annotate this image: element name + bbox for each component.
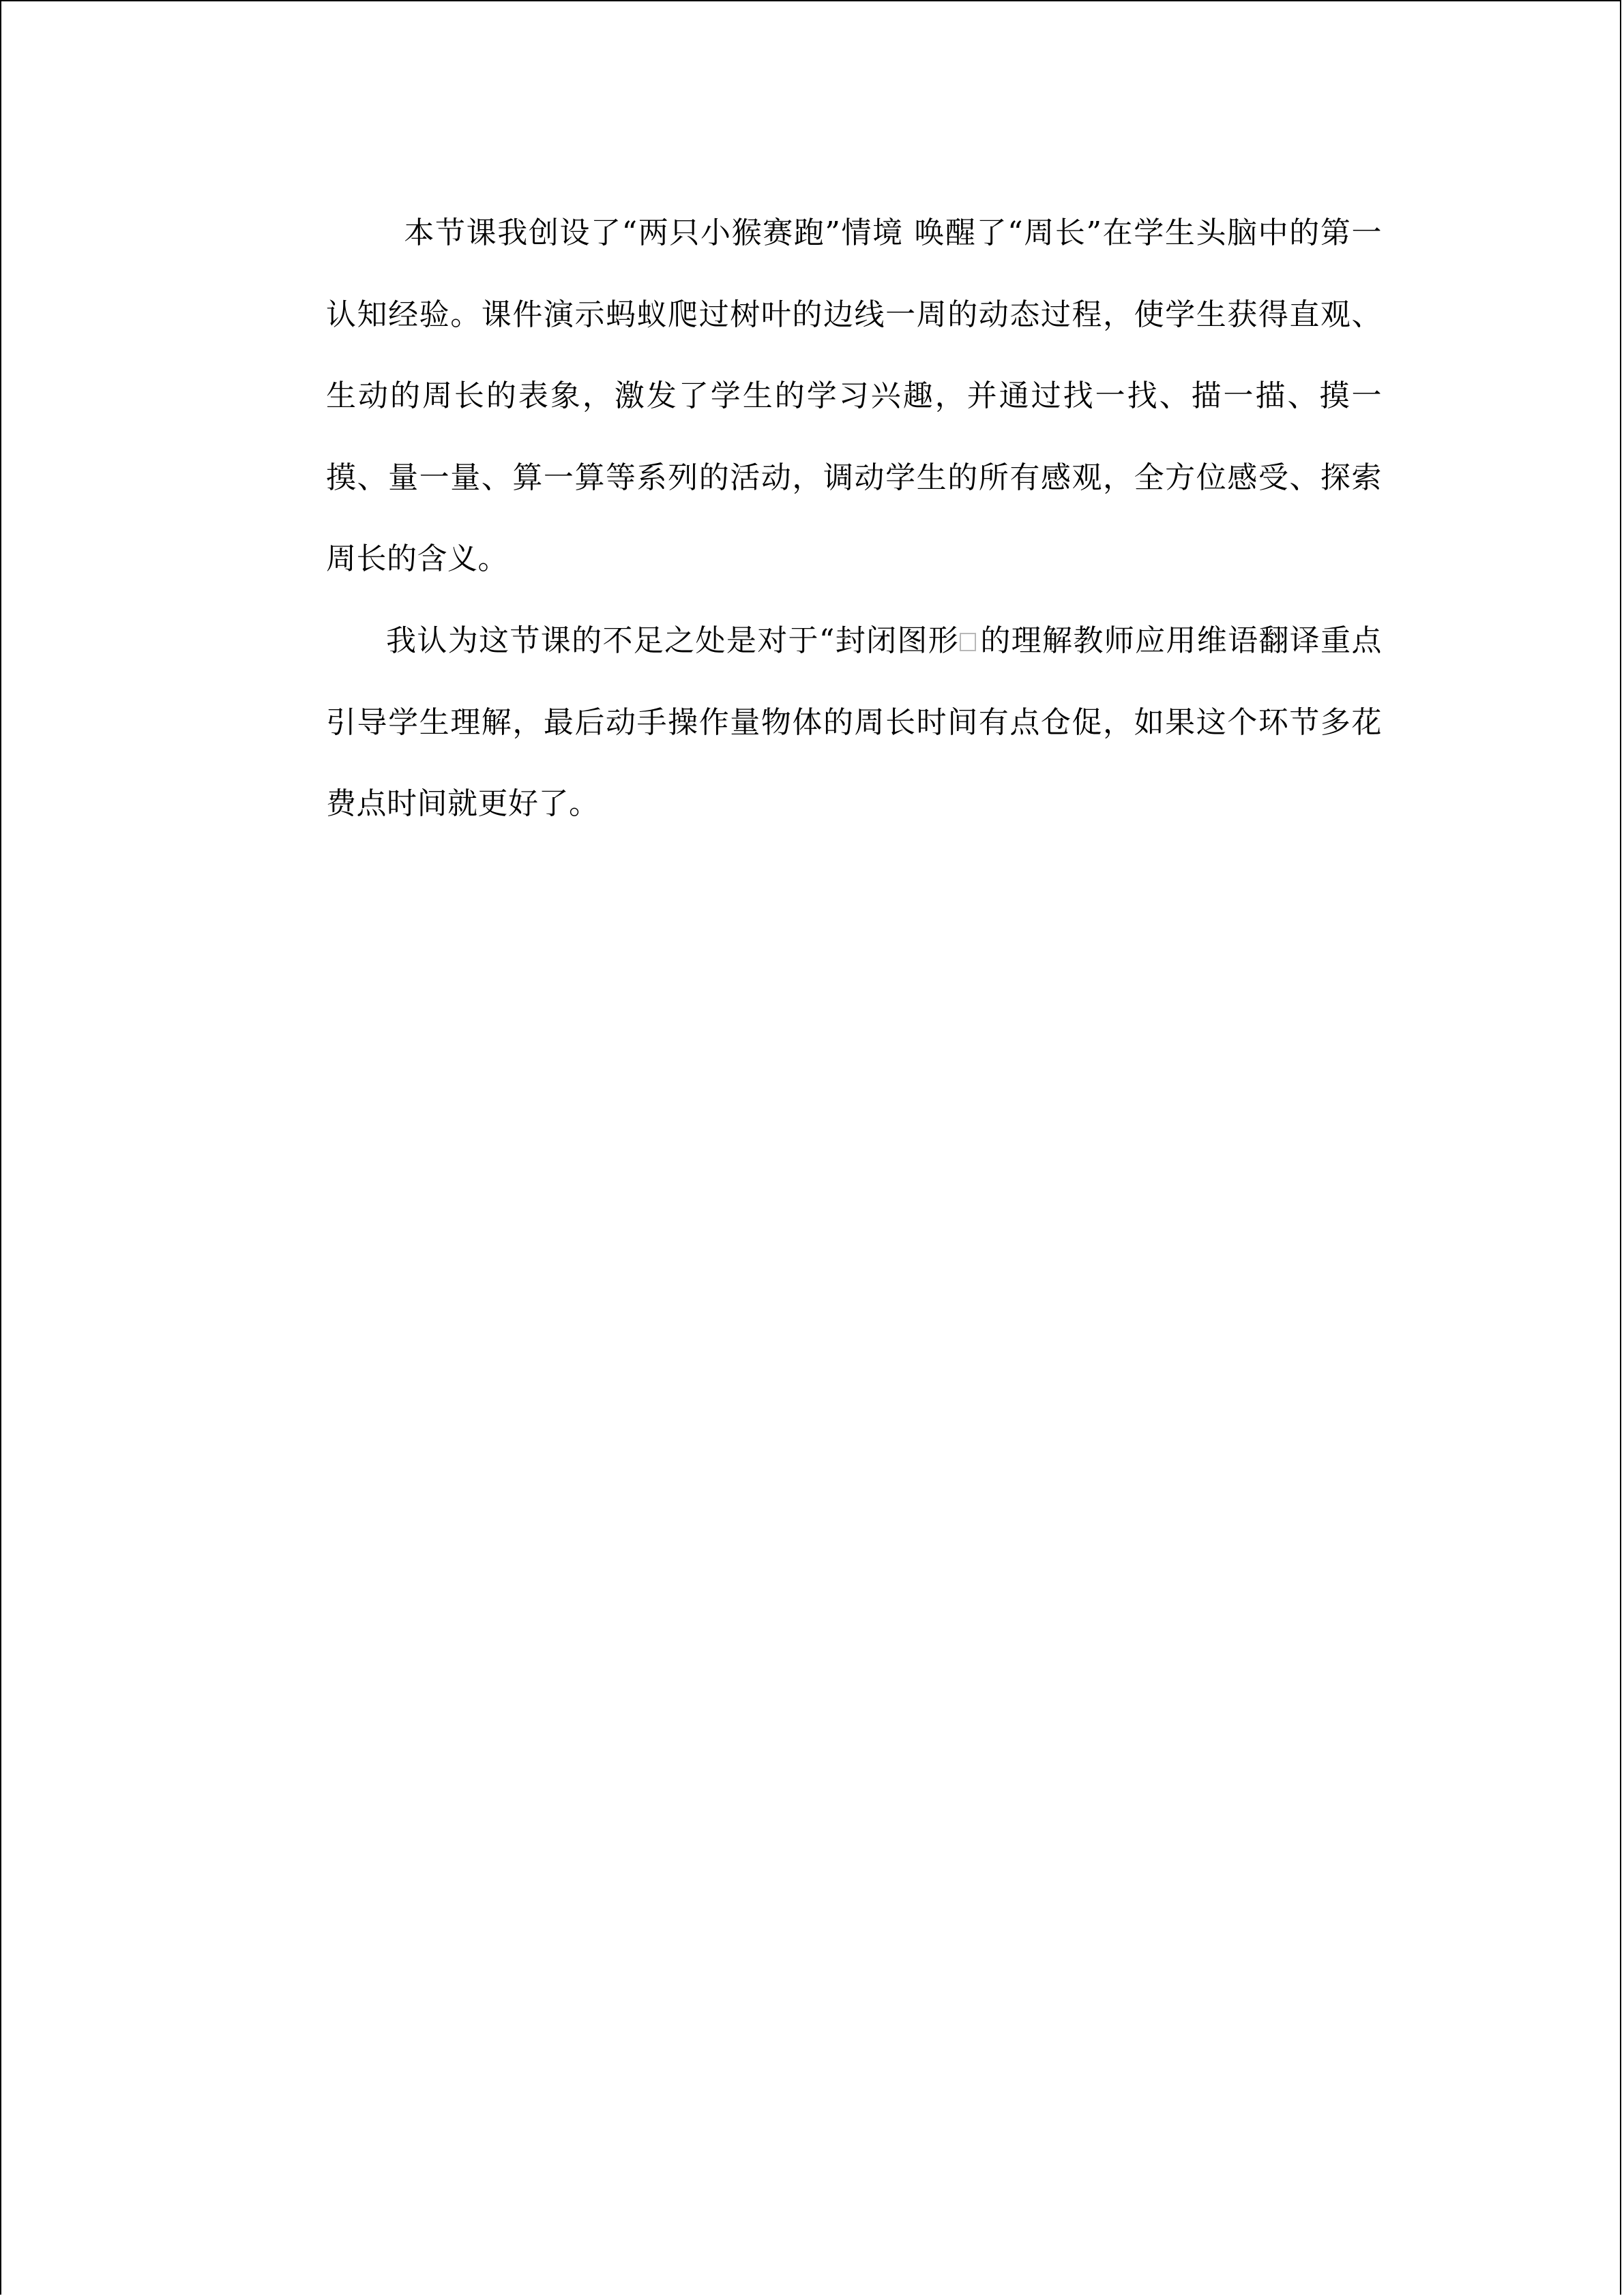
paragraph-2 [326,600,1382,845]
paragraph-2-text-start: 我认为这节课的不足之处是对于“封闭图形 [386,623,960,658]
paragraph-2-text-end: 的理解教师应用维语翻译重点引导学生理解，最后动手操作量物体的周长时间有点仓促，如果这个环节多花费点时间就更好了。 [326,623,1383,822]
missing-glyph-icon [960,633,976,651]
paragraph-1: 本节课我创设了“两只小猴赛跑”情境 唤醒了“周长”在学生头脑中的第一认知经验。课件演示蚂蚁爬过树叶的边线一周的动态过程，使学生获得直观、生动的周长的表象，激发了学生的学习兴趣，并通过找一找、描一描、摸一摸、量一量、算一算等系列的活动，调动学生的所有感观，全方位感受、探索周长的含义。 [326,215,1382,577]
document-body [326,192,1382,845]
